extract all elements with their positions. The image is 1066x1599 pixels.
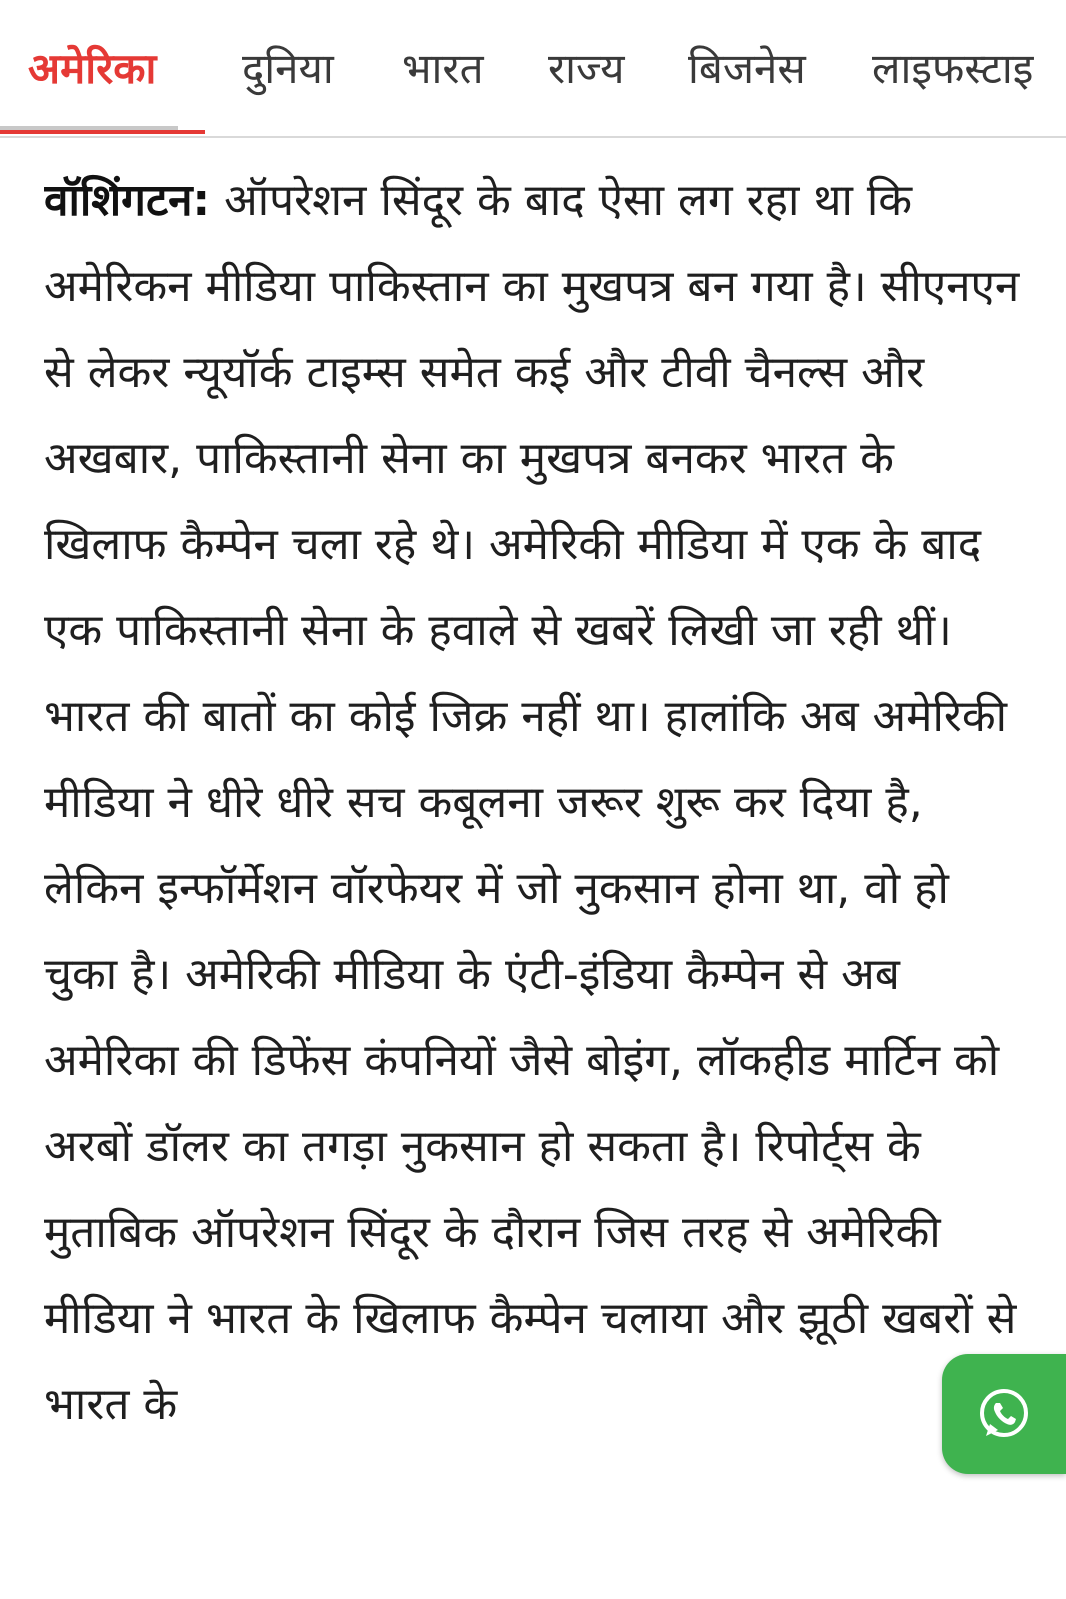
article-paragraph [44,158,1029,1448]
nav-tab-india[interactable]: भारत [402,44,484,93]
whatsapp-share-button[interactable] [942,1354,1066,1474]
nav-tab-america[interactable]: अमेरिका [28,44,157,93]
whatsapp-icon [976,1386,1032,1442]
article-text: ऑपरेशन सिंदूर के बाद ऐसा लग रहा था कि अमेरिकन मीडिया पाकिस्तान का मुखपत्र बन गया है। सीएनएन से लेकर न्यूयॉर्क टाइम्स समेत कई और टीवी चैनल्स और अखबार, पाकिस्तानी सेना का मुखपत्र बनकर भारत के खिलाफ कैम्पेन चला रहे थे। अमेरिकी मीडिया में एक के बाद एक पाकिस्तानी सेना के हवाले से खबरें लिखी जा रही थीं। भारत की बातों का कोई जिक्र नहीं था। हालांकि अब अमेरिकी मीडिया ने धीरे धीरे सच कबूलना जरूर शुरू कर दिया है, लेकिन इन्फॉर्मेशन वॉरफेयर में जो नुकसान होना था, वो हो चुका है। अमेरिकी मीडिया के एंटी-इंडिया कैम्पेन से अब अमेरिका की डिफेंस कंपनियों जैसे बोइंग, लॉकहीड मार्टिन को अरबों डॉलर का तगड़ा नुकसान हो सकता है। रिपोर्ट्स के मुताबिक ऑपरेशन सिंदूर के दौरान जिस तरह से अमेरिकी मीडिया ने भारत के खिलाफ कैम्पेन चलाया और झूठी खबरों से भारत के [44,175,1020,1430]
nav-tab-lifestyle[interactable]: लाइफस्टाइ [872,44,1034,93]
nav-tab-states[interactable]: राज्य [548,44,625,93]
article-body [44,158,1029,1599]
nav-active-indicator [0,130,205,134]
nav-tab-business[interactable]: बिजनेस [688,44,806,93]
nav-tab-world[interactable]: दुनिया [242,44,334,93]
category-nav [0,0,1066,138]
article-dateline: वॉशिंगटन: [44,175,211,226]
